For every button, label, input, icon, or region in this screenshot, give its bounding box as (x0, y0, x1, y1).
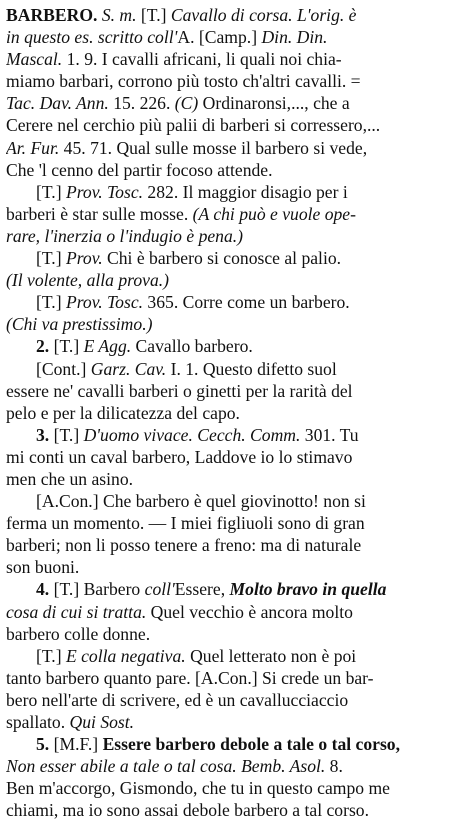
entry-line: barberi; non li posso tenere a freno: ma di naturale (6, 535, 362, 556)
entry-line: [Cont.] Garz. Cav. I. 1. Questo difetto suol (36, 358, 337, 379)
entry-line: essere ne' cavalli barberi o ginetti per la rarità del (6, 380, 353, 401)
entry-line: BARBERO. S. m. [T.] Cavallo di corsa. L'orig. è (6, 5, 357, 25)
entry-line: miamo barbari, corrono più tosto ch'altri cavalli. = (6, 71, 361, 92)
entry-line: (Chi va prestissimo.) (6, 314, 153, 335)
citation: Ar. Fur. (6, 137, 60, 158)
entry-line: barbero colle donne. (6, 623, 151, 644)
citation: Prov. Tosc. (65, 292, 144, 313)
definition: cosa di cui si tratta. (6, 601, 147, 622)
citation: Bemb. Asol. (241, 756, 326, 777)
entry-line: cosa di cui si tratta. Quel vecchio è ancora molto (6, 601, 353, 622)
sense-line: 2. [T.] E Agg. Cavallo barbero. (36, 336, 253, 357)
entry-line: Che 'l cenno del partir focoso attende. (6, 159, 273, 180)
citation: Cecch. Comm. (197, 424, 301, 445)
citation: Garz. Cav. (90, 358, 167, 379)
entry-line: Non esser abile a tale o tal cosa. Bemb. Asol. 8. (6, 756, 343, 777)
phrase: Essere barbero debole a tale o tal corso, (102, 734, 400, 755)
definition: D'uomo vivace. (83, 424, 193, 445)
entry-line: [T.] E colla negativa. Quel letterato non è poi (36, 645, 357, 666)
entry-line: spallato. Qui Sost. (6, 712, 135, 732)
definition: Non esser abile a tale o tal cosa. (6, 756, 237, 777)
sense-line: 4. [T.] Barbero coll'Essere, Molto bravo in quella (36, 579, 387, 600)
entry-line: [T.] Prov. Chi è barbero si conosce al palio. (36, 248, 342, 269)
headword: BARBERO. (6, 5, 98, 25)
definition: E Agg. (83, 336, 132, 357)
grammar-label: S. m. (101, 5, 137, 25)
sense-number: 4. (36, 579, 50, 600)
entry-line: mi conti un caval barbero, Laddove io lo stimavo (6, 446, 353, 467)
sense-number: 3. (36, 424, 50, 445)
entry-line: Ben m'accorgo, Gismondo, che tu in questo campo me (6, 778, 390, 799)
entry-line: son buoni. (6, 557, 80, 578)
entry-line: [A.Con.] Che barbero è quel giovinotto! non si (36, 491, 366, 512)
sense-number: 2. (36, 336, 50, 357)
entry-line: pelo e per la dilicatezza del capo. (6, 402, 240, 423)
definition: Cavallo di corsa. (170, 5, 293, 25)
entry-line: bero nell'arte di scrivere, ed è un cavallucciaccio (6, 689, 349, 710)
citation: Din. Din. (261, 27, 328, 48)
entry-line: rare, l'inerzia o l'indugio è pena.) (6, 225, 244, 246)
entry-line: Tac. Dav. Ann. 15. 226. (C) Ordinaronsi,..., che a (6, 93, 350, 114)
entry-line: in questo es. scritto coll'A. [Camp.] Din. Din. (6, 27, 328, 48)
entry-line: men che un asino. (6, 468, 134, 489)
citation: Tac. Dav. Ann. (6, 93, 109, 114)
sense-number: 5. (36, 734, 50, 755)
entry-line: [T.] Prov. Tosc. 282. Il maggior disagio per i (36, 181, 348, 202)
citation: Prov. (65, 248, 103, 269)
sense-line: 3. [T.] D'uomo vivace. Cecch. Comm. 301. Tu (36, 424, 359, 445)
citation: Mascal. (6, 49, 63, 70)
sense-line: 5. [M.F.] Essere barbero debole a tale o tal corso, (36, 734, 400, 755)
entry-line: chiami, ma io sono assai debole barbero a tal corso. (6, 800, 369, 821)
entry-line: tanto barbero quanto pare. [A.Con.] Si crede un bar- (6, 667, 374, 688)
citation: Prov. Tosc. (65, 181, 144, 202)
entry-line: ferma un momento. — I miei figliuoli sono di gran (6, 513, 365, 534)
definition: Molto bravo in quella (229, 579, 387, 600)
entry-line: [T.] Prov. Tosc. 365. Corre come un barbero. (36, 292, 350, 313)
source-abbrev: T. (146, 5, 161, 25)
entry-line: Cerere nel cerchio più palii di barberi si corressero,... (6, 115, 381, 136)
entry-line: barberi è star sulle mosse. (A chi può e vuole ope- (6, 203, 356, 224)
entry-line: Mascal. 1. 9. I cavalli africani, li quali noi chia- (6, 49, 342, 70)
entry-line: Ar. Fur. 45. 71. Qual sulle mosse il barbero si vede, (6, 137, 368, 158)
definition: E colla negativa. (65, 645, 186, 666)
entry-line: (Il volente, alla prova.) (6, 270, 170, 291)
